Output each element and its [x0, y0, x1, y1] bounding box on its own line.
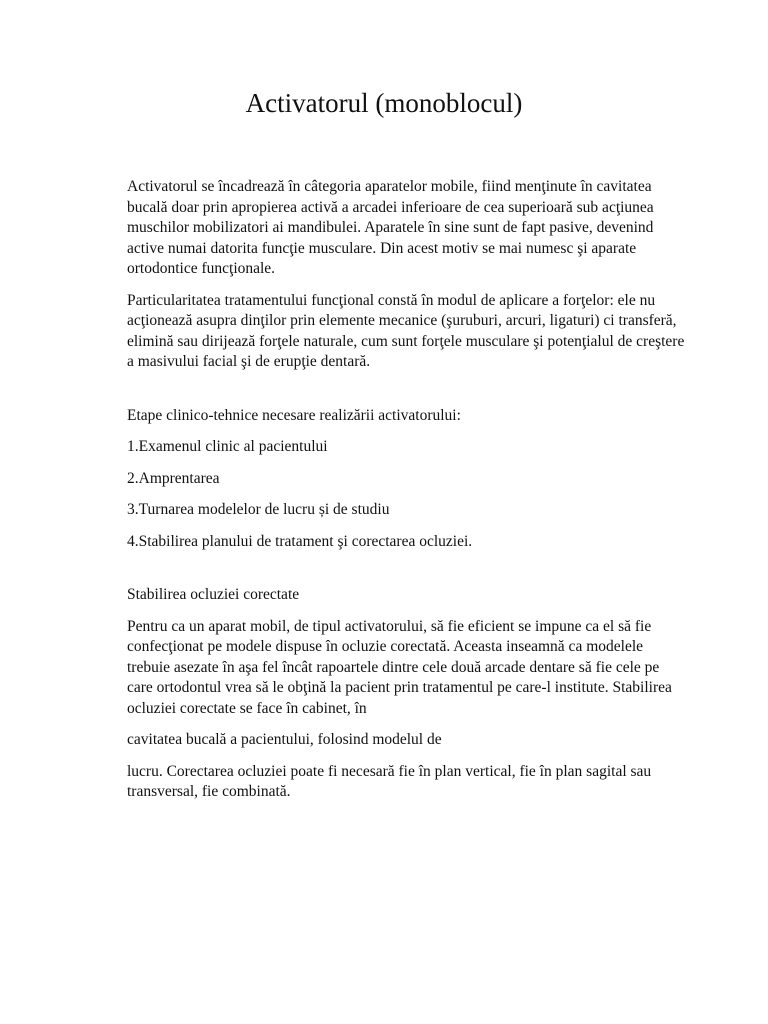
paragraph-occlusion-end: lucru. Corectarea ocluziei poate fi necesară fie în plan vertical, fie în plan sagital sau transversal, fie combinată. [127, 762, 652, 800]
paragraph-occlusion: Pentru ca un aparat mobil, de tipul activatorului, să fie eficient se impune ca el să fie confecţionat pe modele dispuse în ocluzie corectată. Aceasta inseamnă ca modelele trebuie asezate în aşa fel încât rapoartele dintre cele două arcade dentare să fie cele pe care ortodontul vrea să le obţină la pacient prin tratamentul pe care-l institute. Stabilirea ocluziei corectate se face în cabinet, în [127, 617, 672, 717]
paragraph-particularity: Particularitatea tratamentului funcţional constă în modul de aplicare a forţelor: ele nu acţionează asupra dinţilor prin elemente mecanice (şuruburi, arcuri, ligaturi) ci transferă, elimină sau dirijează forţele naturale, cum sunt forţele musculare şi potenţialul de creştere a masivului facial şi de erupţie dentară. [127, 291, 685, 370]
list-item-step-1: 1.Examenul clinic al pacientului [127, 438, 328, 455]
section-heading-occlusion: Stabilirea ocluziei corectate [127, 586, 300, 603]
list-item-step-2: 2.Amprentarea [127, 469, 220, 487]
list-item-step-4: 4.Stabilirea planului de tratament şi corectarea ocluziei. [127, 532, 473, 550]
document-body [127, 177, 687, 814]
document-title: Activatorul (monoblocul) [245, 88, 523, 118]
section-heading-steps: Etape clinico-tehnice necesare realizării activatorului: [127, 406, 461, 424]
paragraph-occlusion-cont: cavitatea bucală a pacientului, folosind modelul de [127, 731, 442, 748]
paragraph-intro: Activatorul se încadrează în câtegoria aparatelor mobile, fiind menţinute în cavitatea bucală doar prin apropierea activă a arcadei inferioare de cea superioară sub acţiunea muschilor mobilizatori ai mandibulei. Aparatele în sine sunt de fapt pasive, devenind active numai datorita funcţie musculare. Din acest motiv se mai numesc şi aparate ortodontice funcţionale. [127, 178, 654, 277]
list-item-step-3: 3.Turnarea modelelor de lucru și de studiu [127, 501, 390, 518]
